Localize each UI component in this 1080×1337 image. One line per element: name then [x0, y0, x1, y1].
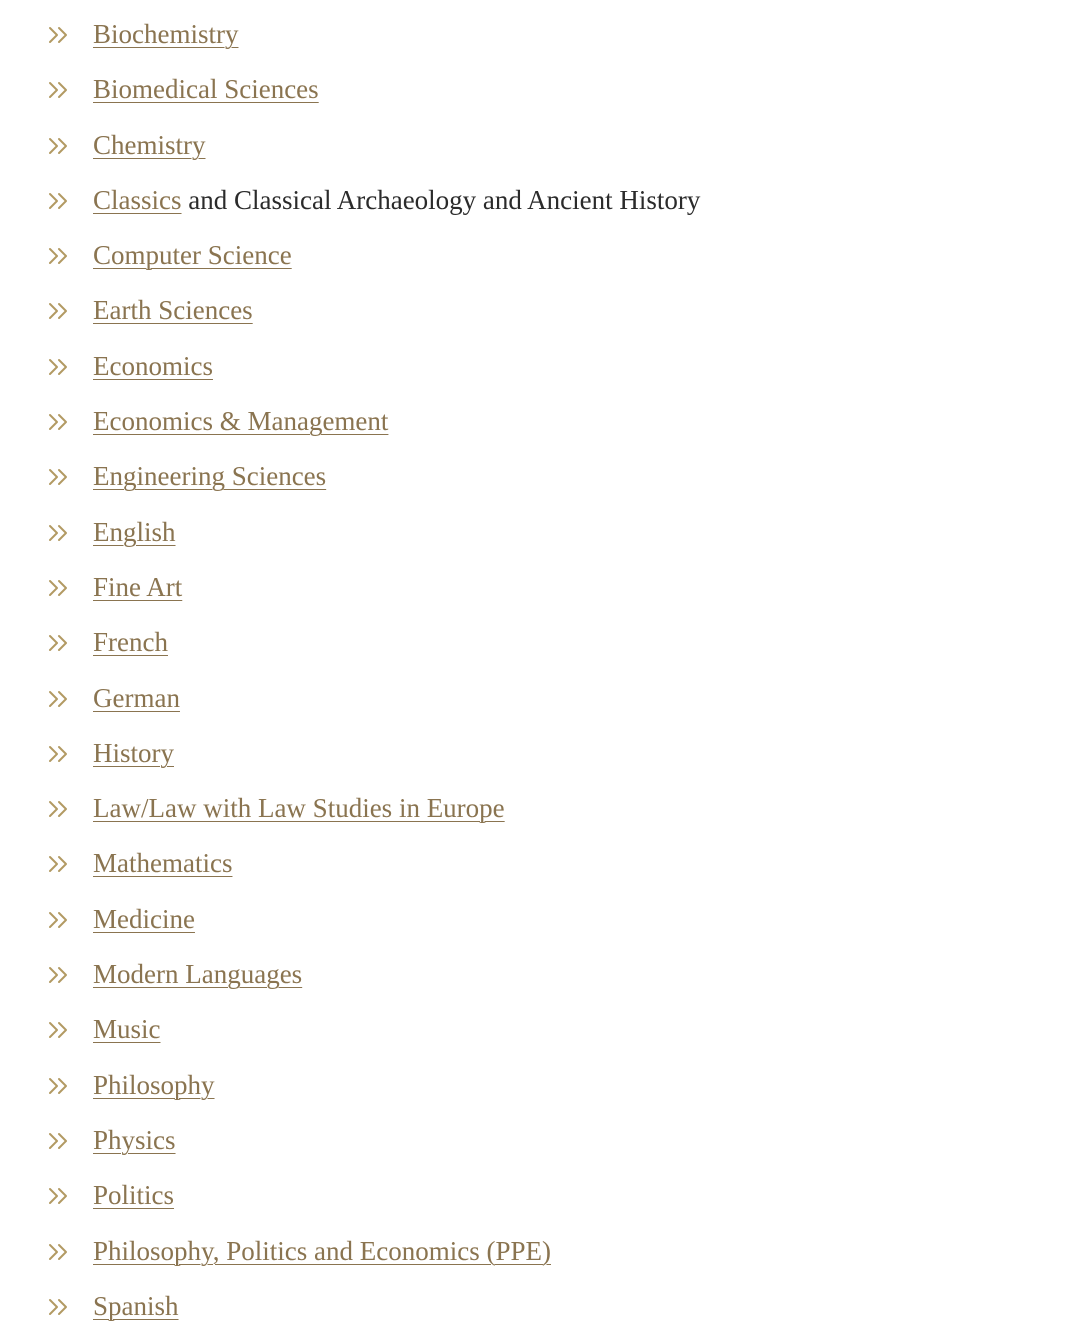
- subject-link[interactable]: Computer Science: [93, 240, 292, 271]
- subject-link[interactable]: Fine Art: [93, 571, 183, 602]
- double-chevron-right-icon: [48, 1242, 70, 1262]
- subject-text: [93, 62, 319, 117]
- subject-text: [93, 560, 182, 615]
- subject-link[interactable]: Philosophy: [93, 1069, 215, 1100]
- list-item: [0, 560, 1080, 615]
- subject-link[interactable]: Medicine: [93, 903, 195, 934]
- list-item: [0, 1113, 1080, 1168]
- subject-text: [93, 781, 505, 836]
- subject-text: [93, 892, 195, 947]
- list-item: [0, 7, 1080, 62]
- subject-text: [93, 339, 213, 394]
- double-chevron-right-icon: [48, 80, 70, 100]
- subject-link[interactable]: Engineering Sciences: [93, 461, 327, 492]
- list-item: [0, 781, 1080, 836]
- list-item: [0, 671, 1080, 726]
- subject-text: [93, 283, 253, 338]
- subject-text: [93, 228, 292, 283]
- subject-link[interactable]: Law/Law with Law Studies in Europe: [93, 793, 505, 824]
- double-chevron-right-icon: [48, 136, 70, 156]
- subject-link[interactable]: Music: [93, 1014, 161, 1045]
- subject-text: [93, 1002, 161, 1057]
- list-item: [0, 1279, 1080, 1334]
- list-item: [0, 615, 1080, 670]
- double-chevron-right-icon: [48, 1186, 70, 1206]
- double-chevron-right-icon: [48, 301, 70, 321]
- subject-text: [93, 505, 176, 560]
- double-chevron-right-icon: [48, 633, 70, 653]
- subject-link[interactable]: Biochemistry: [93, 19, 239, 49]
- list-item: [0, 1168, 1080, 1223]
- list-item: [0, 1058, 1080, 1113]
- subject-text: [93, 118, 206, 173]
- subject-link[interactable]: French: [93, 627, 168, 658]
- subject-text: [93, 671, 180, 726]
- subject-text: [93, 1168, 174, 1223]
- list-item: [0, 228, 1080, 283]
- subject-link[interactable]: Biomedical Sciences: [93, 74, 319, 105]
- list-item: [0, 449, 1080, 504]
- subject-text: [93, 449, 326, 504]
- list-item: [0, 947, 1080, 1002]
- double-chevron-right-icon: [48, 523, 70, 543]
- list-item: [0, 1002, 1080, 1057]
- double-chevron-right-icon: [48, 854, 70, 874]
- subject-text: [93, 1224, 551, 1279]
- subject-link[interactable]: Politics: [93, 1180, 175, 1211]
- subject-link[interactable]: Modern Languages: [93, 959, 303, 990]
- double-chevron-right-icon: [48, 910, 70, 930]
- subject-link[interactable]: German: [93, 682, 180, 713]
- subject-link[interactable]: Spanish: [93, 1290, 179, 1321]
- list-item: [0, 892, 1080, 947]
- double-chevron-right-icon: [48, 1076, 70, 1096]
- subject-link[interactable]: Physics: [93, 1124, 176, 1155]
- subject-link[interactable]: Philosophy, Politics and Economics (PPE): [93, 1235, 551, 1266]
- double-chevron-right-icon: [48, 357, 70, 377]
- list-item: [0, 339, 1080, 394]
- subject-text: [93, 394, 388, 449]
- subject-link[interactable]: Classics: [93, 184, 182, 215]
- subject-link[interactable]: History: [93, 737, 174, 768]
- subject-text: [93, 947, 302, 1002]
- double-chevron-right-icon: [48, 578, 70, 598]
- subject-text: [93, 1279, 179, 1334]
- list-item: [0, 62, 1080, 117]
- subject-link[interactable]: English: [93, 516, 176, 547]
- double-chevron-right-icon: [48, 965, 70, 985]
- double-chevron-right-icon: [48, 799, 70, 819]
- double-chevron-right-icon: [48, 191, 70, 211]
- list-item: [0, 836, 1080, 891]
- subject-text: [93, 7, 238, 62]
- subject-text: [93, 615, 168, 670]
- subject-text: [93, 1058, 215, 1113]
- list-item: [0, 173, 1080, 228]
- double-chevron-right-icon: [48, 744, 70, 764]
- list-item: [0, 118, 1080, 173]
- subject-link[interactable]: Economics & Management: [93, 406, 389, 437]
- subject-link[interactable]: Mathematics: [93, 848, 233, 879]
- double-chevron-right-icon: [48, 25, 70, 45]
- double-chevron-right-icon: [48, 412, 70, 432]
- double-chevron-right-icon: [48, 1297, 70, 1317]
- list-item: [0, 505, 1080, 560]
- subject-link[interactable]: Economics: [93, 350, 213, 381]
- double-chevron-right-icon: [48, 1131, 70, 1151]
- list-item: [0, 726, 1080, 781]
- list-item: [0, 1224, 1080, 1279]
- list-item: [0, 394, 1080, 449]
- list-item: [0, 283, 1080, 338]
- subject-list: [0, 7, 1080, 1334]
- subject-suffix-text: and Classical Archaeology and Ancient History: [181, 184, 701, 215]
- subject-text: [93, 1113, 176, 1168]
- subject-text: [93, 836, 232, 891]
- double-chevron-right-icon: [48, 467, 70, 487]
- double-chevron-right-icon: [48, 689, 70, 709]
- double-chevron-right-icon: [48, 246, 70, 266]
- subject-link[interactable]: Earth Sciences: [93, 295, 253, 326]
- subject-text: [93, 173, 700, 228]
- subject-link[interactable]: Chemistry: [93, 129, 206, 160]
- double-chevron-right-icon: [48, 1020, 70, 1040]
- subject-text: [93, 726, 174, 781]
